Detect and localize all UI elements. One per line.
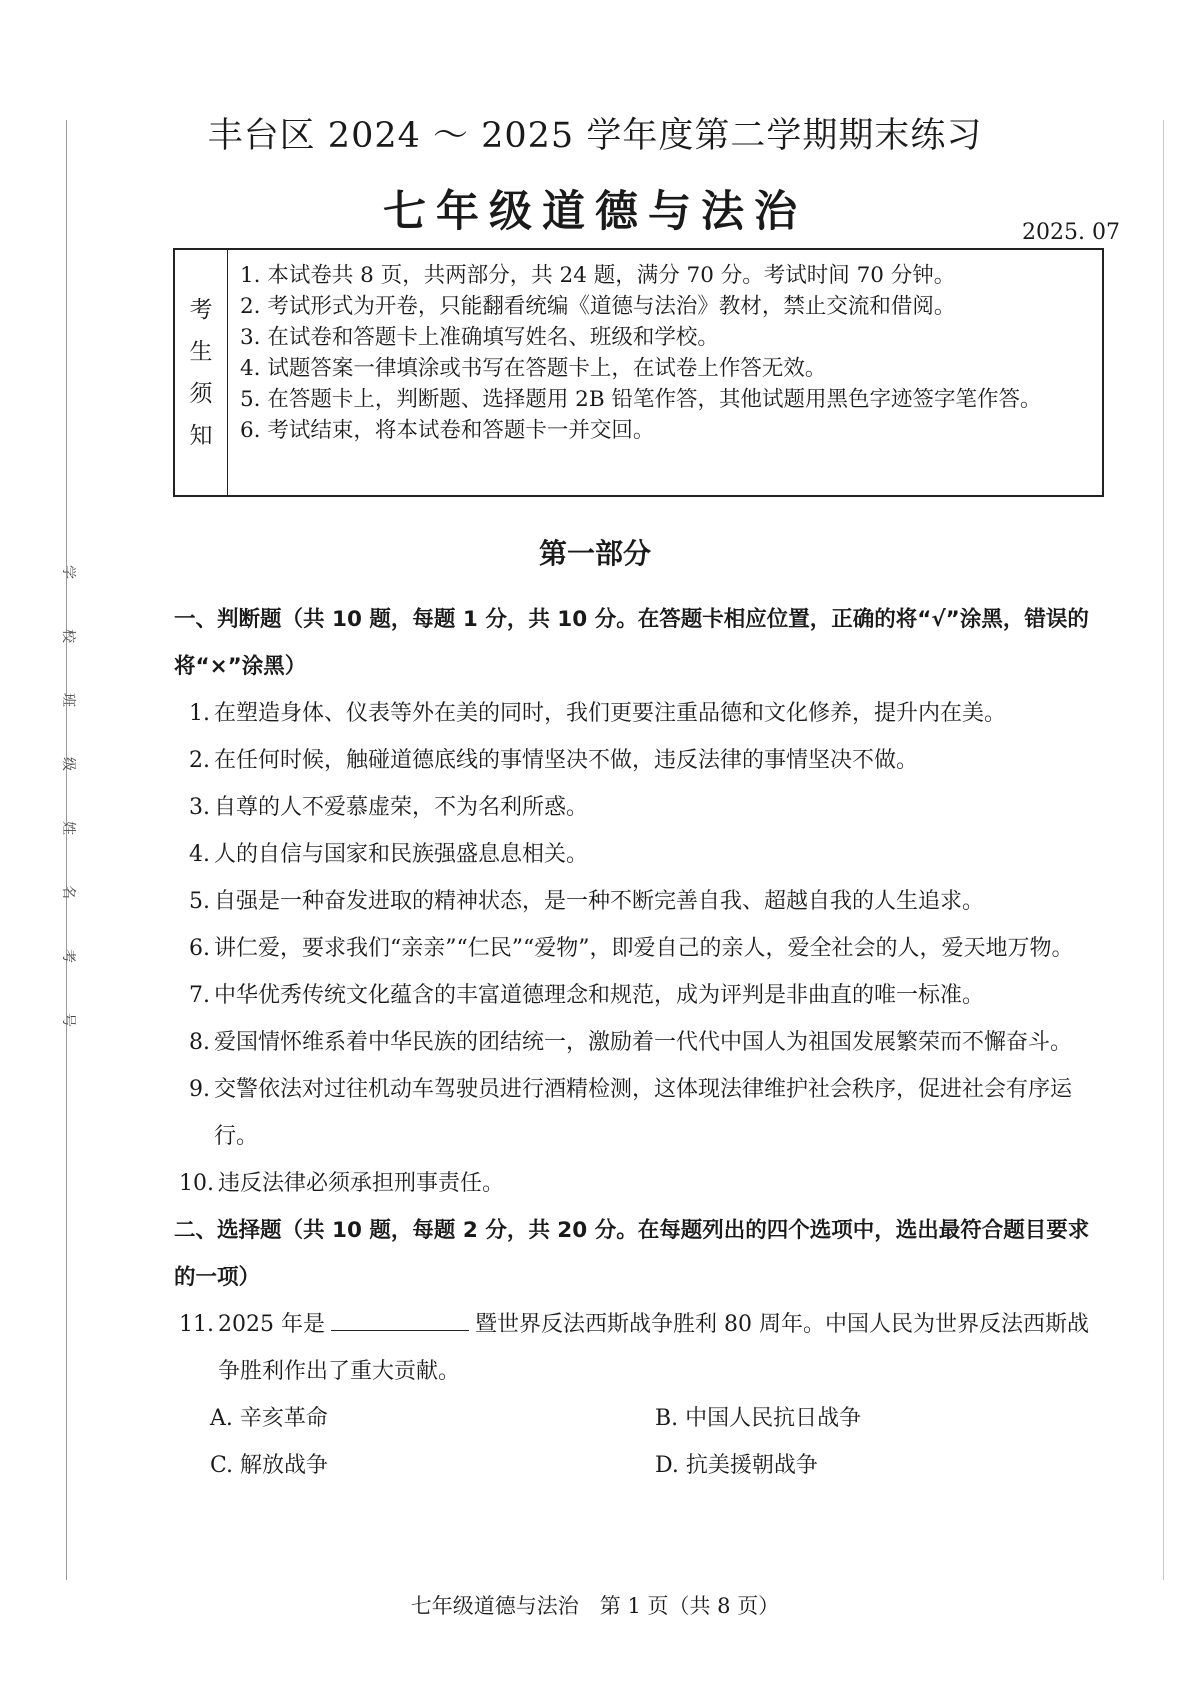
right-margin-line <box>1163 120 1164 1580</box>
notice-item: 4. 试题答案一律填涂或书写在答题卡上，在试卷上作答无效。 <box>240 356 827 381</box>
question-text-after: 暨世界反法西斯战争胜利 80 周年。中国人民为世界反法西斯战争胜利作出了重大贡献。 <box>218 1312 1089 1384</box>
notice-label-char: 须 <box>189 380 213 407</box>
question-number: 8. <box>189 1030 210 1055</box>
question-number: 11. <box>179 1312 214 1337</box>
binding-char: 班 <box>60 693 76 707</box>
notice-label-char: 考 <box>189 296 213 323</box>
question-text: 违反法律必须承担刑事责任。 <box>218 1171 505 1196</box>
notice-label <box>175 250 228 495</box>
question-text: 讲仁爱，要求我们“亲亲”“仁民”“爱物”，即爱自己的亲人，爱全社会的人，爱天地万物。 <box>214 936 1074 961</box>
binding-char: 级 <box>60 757 76 771</box>
question-item <box>174 690 1099 737</box>
question-item <box>174 972 1099 1019</box>
option-d: D. 抗美援朝战争 <box>655 1453 818 1478</box>
notice-item: 3. 在试卷和答题卡上准确填写姓名、班级和学校。 <box>240 325 719 350</box>
question-text: 自强是一种奋发进取的精神状态，是一种不断完善自我、超越自我的人生追求。 <box>214 889 985 914</box>
binding-char: 考 <box>60 949 76 963</box>
binding-char: 姓 <box>60 821 76 835</box>
question-text: 在任何时候，触碰道德底线的事情坚决不做，违反法律的事情坚决不做。 <box>214 748 919 773</box>
question-number: 4. <box>189 842 210 867</box>
question-text-before: 2025 年是 <box>218 1312 325 1337</box>
question-text <box>218 1301 1099 1395</box>
notice-item: 2. 考试形式为开卷，只能翻看统编《道德与法治》教材，禁止交流和借阅。 <box>240 294 956 319</box>
notice-item: 6. 考试结束，将本试卷和答题卡一并交回。 <box>240 418 655 443</box>
option-c: C. 解放战争 <box>210 1453 329 1478</box>
question-number: 1. <box>189 701 210 726</box>
question-item <box>174 925 1099 972</box>
answer-options <box>174 1395 1099 1489</box>
notice-item: 1. 本试卷共 8 页，共两部分，共 24 题，满分 70 分。考试时间 70 分钟。 <box>240 263 956 288</box>
binding-char: 学 <box>60 565 76 579</box>
question-number: 2. <box>189 748 210 773</box>
page-footer: 七年级道德与法治 第 1 页（共 8 页） <box>410 1594 780 1618</box>
question-text: 在塑造身体、仪表等外在美的同时，我们更要注重品德和文化修养，提升内在美。 <box>214 701 1007 726</box>
binding-margin-line <box>66 120 67 1580</box>
binding-char: 号 <box>60 1013 76 1027</box>
question-item <box>174 878 1099 925</box>
answer-blank <box>331 1308 469 1331</box>
question-item <box>174 1019 1099 1066</box>
binding-char: 校 <box>60 629 76 643</box>
binding-char: 名 <box>60 885 76 899</box>
question-number: 5. <box>189 889 210 914</box>
notice-label-char: 知 <box>189 422 213 449</box>
question-text: 爱国情怀维系着中华民族的团结统一，激励着一代代中国人为祖国发展繁荣而不懈奋斗。 <box>214 1030 1073 1055</box>
question-number: 10. <box>179 1171 214 1196</box>
question-number: 9. <box>189 1077 210 1102</box>
question-number: 3. <box>189 795 210 820</box>
option-a: A. 辛亥革命 <box>210 1406 328 1431</box>
question-number: 6. <box>189 936 210 961</box>
question-text: 人的自信与国家和民族强盛息息相关。 <box>214 842 589 867</box>
question-item <box>174 737 1099 784</box>
section-heading-true-false: 一、判断题（共 10 题，每题 1 分，共 10 分。在答题卡相应位置，正确的将“√”涂黑，错误的将“×”涂黑） <box>174 607 1089 679</box>
notice-label-char: 生 <box>189 338 213 365</box>
part-title: 第一部分 <box>538 537 651 570</box>
binding-margin-text <box>36 540 76 1052</box>
questions-area <box>174 596 1099 1489</box>
question-text: 交警依法对过往机动车驾驶员进行酒精检测，这体现法律维护社会秩序，促进社会有序运行。 <box>214 1077 1073 1149</box>
notice-item: 5. 在答题卡上，判断题、选择题用 2B 铅笔作答，其他试题用黑色字迹签字笔作答。 <box>240 387 1042 412</box>
notice-items <box>228 250 1102 495</box>
question-text: 自尊的人不爱慕虚荣，不为名利所惑。 <box>214 795 589 820</box>
question-text: 中华优秀传统文化蕴含的丰富道德理念和规范，成为评判是非曲直的唯一标准。 <box>214 983 985 1008</box>
question-item <box>174 1066 1099 1160</box>
section-heading-multiple-choice: 二、选择题（共 10 题，每题 2 分，共 20 分。在每题列出的四个选项中，选出最符合题目要求的一项） <box>174 1218 1090 1290</box>
question-item <box>174 1160 1099 1207</box>
question-number: 7. <box>189 983 210 1008</box>
question-item <box>174 784 1099 831</box>
exam-subject: 七年级道德与法治 <box>383 187 807 237</box>
exam-date: 2025. 07 <box>1022 220 1120 245</box>
candidate-notice-box <box>173 248 1104 497</box>
option-b: B. 中国人民抗日战争 <box>655 1406 862 1431</box>
question-item <box>174 831 1099 878</box>
exam-title: 丰台区 2024 ～ 2025 学年度第二学期期末练习 <box>207 116 983 156</box>
question-item <box>174 1301 1099 1395</box>
